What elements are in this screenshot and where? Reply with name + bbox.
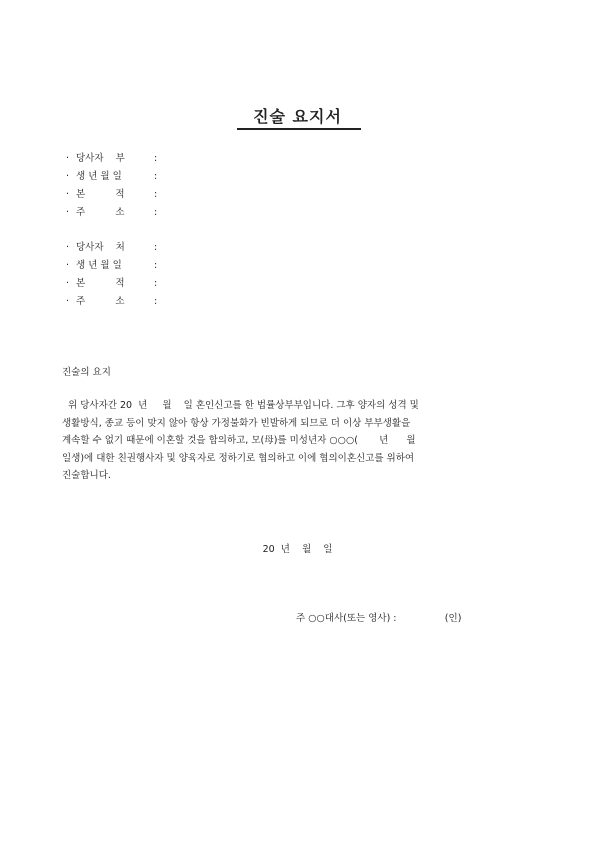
- field-label: 본 적: [76, 278, 125, 289]
- field-label: 당사자 부: [76, 153, 125, 164]
- field-colon: :: [154, 242, 158, 253]
- field-label: 생 년 월 일: [76, 260, 122, 271]
- bullet: ·: [66, 296, 70, 307]
- field-colon: :: [154, 260, 158, 271]
- bullet: ·: [66, 189, 70, 200]
- body-line: 위 당사자간 20 년 월 일 혼인신고를 한 법률상부부입니다. 그후 양자의 성격 및: [62, 400, 419, 411]
- document-title: [0, 104, 595, 127]
- title-underline: [237, 128, 361, 130]
- field-label: 주 소: [76, 296, 125, 307]
- field-label: 생 년 월 일: [76, 171, 122, 182]
- body-line: 일생)에 대한 친권행사자 및 양육자로 정하기로 협의하고 이에 협의이혼신고를 위하여: [62, 452, 415, 464]
- field-colon: :: [154, 278, 158, 289]
- bullet: ·: [66, 278, 70, 289]
- bullet: ·: [66, 260, 70, 271]
- bullet: ·: [66, 171, 70, 182]
- signature-line: 주 ○○대사(또는 영사) : (인): [296, 613, 462, 624]
- bullet: ·: [66, 242, 70, 253]
- field-colon: :: [154, 296, 158, 307]
- bullet: ·: [66, 153, 70, 164]
- field-colon: :: [154, 153, 158, 164]
- date-line: 20 년 월 일: [262, 544, 333, 555]
- body-line: 진술합니다.: [62, 470, 111, 481]
- document-title-text: 진술 요지서: [253, 107, 342, 126]
- field-label: 본 적: [76, 189, 125, 200]
- section-heading: 진술의 요지: [62, 367, 111, 378]
- field-colon: :: [154, 171, 158, 182]
- field-label: 주 소: [76, 207, 125, 218]
- body-line: 생활방식, 종교 등이 맞지 않아 항상 가정불화가 빈발하게 되므로 더 이상 부부생활을: [62, 417, 411, 429]
- field-colon: :: [154, 189, 158, 200]
- statement-body: [62, 397, 525, 485]
- field-colon: :: [154, 207, 158, 218]
- field-label: 당사자 처: [76, 242, 125, 253]
- body-line: 계속할 수 없기 때문에 이혼할 것을 합의하고, 모(母)를 미성년자 ○○○( 년 월: [62, 435, 416, 446]
- bullet: ·: [66, 207, 70, 218]
